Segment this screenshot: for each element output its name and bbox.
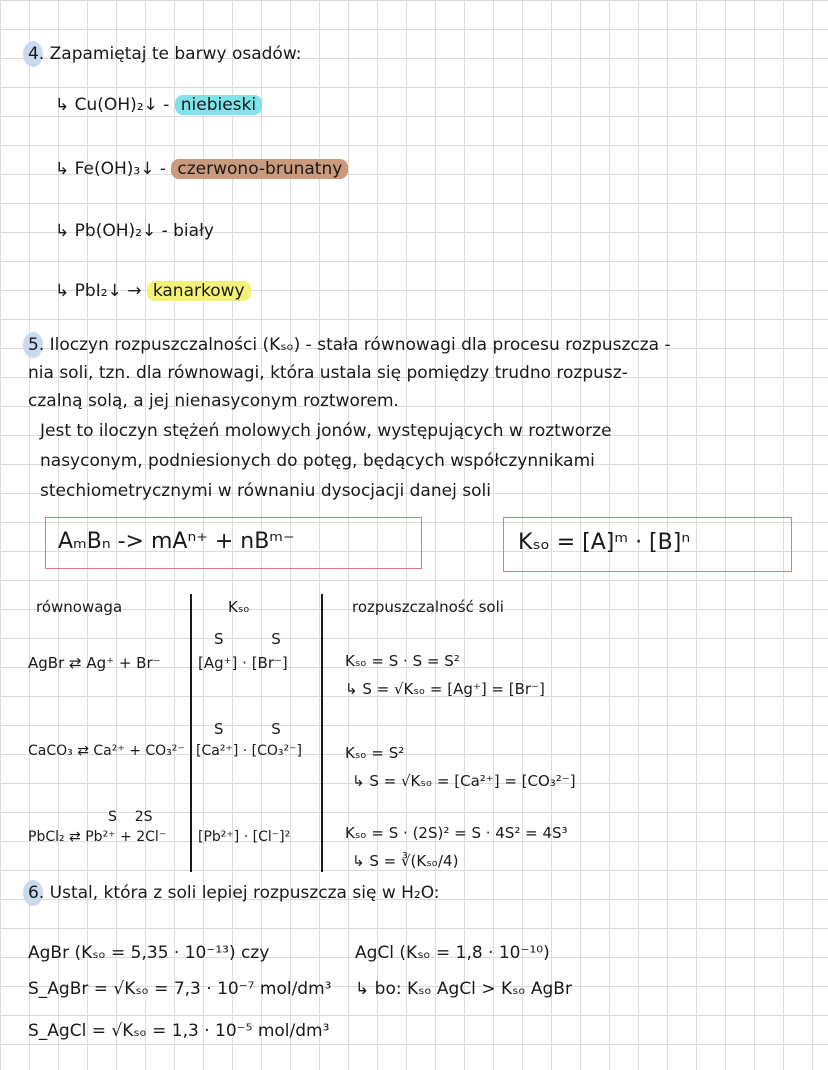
ksp-formula-box — [503, 517, 792, 572]
arrow-bullet-icon: ↳ — [55, 95, 70, 115]
equilibrium-cell: CaCO₃ ⇄ Ca²⁺ + CO₃²⁻ — [28, 743, 185, 759]
table-header: Kₛₒ — [228, 598, 250, 616]
table-header: równowaga — [36, 598, 123, 616]
table-divider — [190, 594, 192, 872]
paragraph-line: nasyconym, podniesionych do potęg, będących współczynnikami — [40, 451, 595, 471]
conclusion-line: ↳ bo: Kₛₒ AgCl > Kₛₒ AgBr — [355, 979, 572, 999]
arrow-bullet-icon: ↳ — [55, 221, 70, 241]
arrow-bullet-icon: ↳ — [55, 281, 70, 301]
paragraph-line: nia soli, tzn. dla równowagi, która ustala się pomiędzy trudno rozpusz- — [28, 363, 628, 383]
table-header: rozpuszczalność soli — [352, 598, 504, 616]
color-name: czerwono-brunatny — [171, 159, 348, 179]
ksp-cell: [Pb²⁺] · [Cl⁻]² — [198, 829, 291, 845]
eq-labels: S 2S — [108, 809, 153, 825]
separator: - — [161, 221, 168, 241]
section-4-heading — [28, 43, 302, 65]
section-title: Ustal, która z soli lepiej rozpuszcza się w H₂O: — [49, 883, 440, 903]
paragraph-line: czalną solą, a jej nienasyconym roztworem. — [28, 391, 399, 411]
section-6-heading — [28, 882, 440, 904]
ksp-cell: [Ag⁺] · [Br⁻] — [198, 654, 288, 672]
formula: Cu(OH)₂↓ — [74, 95, 158, 115]
calc-line: AgBr (Kₛₒ = 5,35 · 10⁻¹³) czy — [28, 943, 270, 963]
precipitate-item — [55, 220, 214, 242]
calc-line: S_AgBr = √Kₛₒ = 7,3 · 10⁻⁷ mol/dm³ — [28, 979, 332, 999]
arrow-bullet-icon: ↳ — [55, 159, 70, 179]
solubility-cell: Kₛₒ = S · (2S)² = S · 4S² = 4S³ — [345, 824, 568, 842]
section-title: Zapamiętaj te barwy osadów: — [49, 44, 302, 64]
paragraph-line: Jest to iloczyn stężeń molowych jonów, występujących w roztworze — [40, 421, 612, 441]
section-number: 5. — [28, 335, 45, 355]
formula: Fe(OH)₃↓ — [74, 159, 155, 179]
calc-line: AgCl (Kₛₒ = 1,8 · 10⁻¹⁰) — [355, 943, 550, 963]
section-number: 6. — [28, 883, 45, 903]
solubility-cell: ↳ S = √Kₛₒ = [Ca²⁺] = [CO₃²⁻] — [352, 772, 576, 790]
precipitate-item — [55, 94, 262, 116]
color-name: biały — [173, 221, 214, 241]
separator: - — [163, 95, 170, 115]
solubility-cell: ↳ S = √Kₛₒ = [Ag⁺] = [Br⁻] — [345, 680, 545, 698]
equilibrium-cell: PbCl₂ ⇄ Pb²⁺ + 2Cl⁻ — [28, 829, 167, 845]
paragraph-line: stechiometrycznymi w równaniu dysocjacji danej soli — [40, 481, 491, 501]
equilibrium-cell: AgBr ⇄ Ag⁺ + Br⁻ — [28, 654, 161, 672]
precipitate-item — [55, 158, 348, 180]
solubility-cell: Kₛₒ = S · S = S² — [345, 652, 460, 670]
ksp-labels: S S — [214, 630, 281, 648]
table-divider — [321, 594, 323, 872]
separator: → — [127, 281, 142, 301]
paragraph-line: Iloczyn rozpuszczalności (Kₛₒ) - stała równowagi dla procesu rozpuszcza - — [49, 335, 671, 355]
dissociation-formula: AₘBₙ -> mAⁿ⁺ + nBᵐ⁻ — [58, 529, 295, 554]
ksp-labels: S S — [214, 720, 281, 738]
solubility-cell: ↳ S = ∛(Kₛₒ/4) — [352, 852, 459, 870]
precipitate-item — [55, 280, 251, 302]
section-number: 4. — [28, 44, 45, 64]
color-name: niebieski — [175, 95, 262, 115]
formula: Pb(OH)₂↓ — [74, 221, 157, 241]
calc-line: S_AgCl = √Kₛₒ = 1,3 · 10⁻⁵ mol/dm³ — [28, 1021, 330, 1041]
solubility-cell: Kₛₒ = S² — [345, 744, 405, 762]
section-5-line — [28, 334, 671, 356]
ksp-formula: Kₛₒ = [A]ᵐ · [B]ⁿ — [518, 530, 691, 555]
separator: - — [159, 159, 166, 179]
ksp-cell: [Ca²⁺] · [CO₃²⁻] — [196, 743, 302, 759]
dissociation-formula-box — [45, 517, 422, 569]
formula: PbI₂↓ — [74, 281, 122, 301]
color-name: kanarkowy — [147, 281, 251, 301]
